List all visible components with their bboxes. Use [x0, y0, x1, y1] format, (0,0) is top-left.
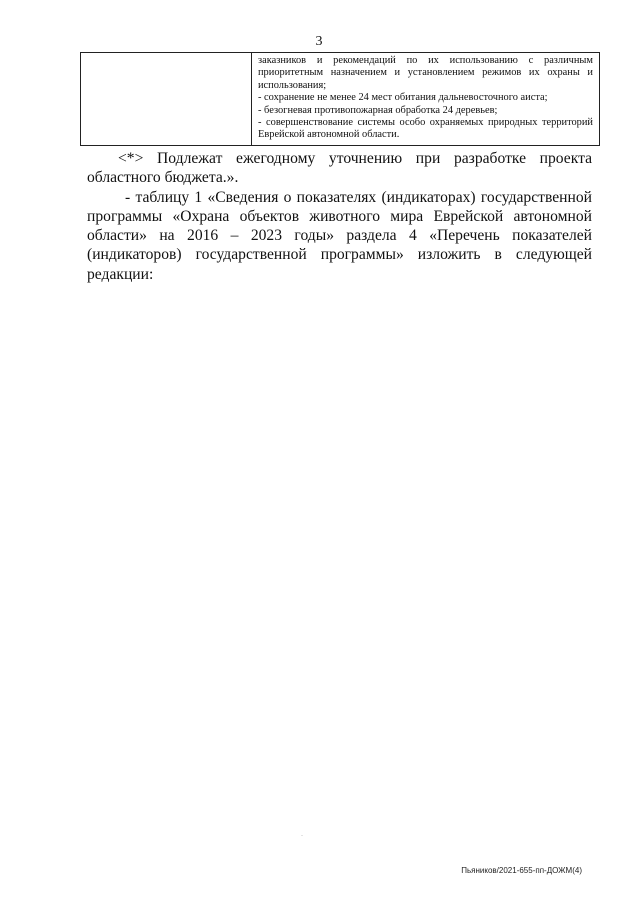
document-body: [87, 149, 592, 284]
table-cell-text: [252, 53, 600, 146]
footnote-paragraph: <*> Подлежат ежегодному уточнению при разработке проекта областного бюджета.».: [87, 150, 592, 187]
amendment-paragraph: - таблицу 1 «Сведения о показателях (индикаторах) государственной программы «Охрана объектов животного мира Еврейской автономной области» на 2016 – 2023 годы» раздела 4 «Перечень показателей (индикаторов) государственной программы» изложить в следующей редакции:: [87, 188, 592, 283]
table-cell-line: заказников и рекомендаций по их использованию с различным приоритетным назначением и установлением режимов их охраны и использования;: [258, 55, 593, 91]
table-cell-line: - совершенствование системы особо охраняемых природных территорий Еврейской автономной области.: [258, 117, 593, 141]
table-cell-line: - сохранение не менее 24 мест обитания дальневосточного аиста;: [258, 92, 548, 104]
table-cell-line: - безогневая противопожарная обработка 24 деревьев;: [258, 104, 498, 116]
document-footer-code: Пьяников/2021-655-пп-ДОЖМ(4): [461, 866, 582, 875]
scan-speck: .: [301, 829, 303, 838]
indicator-table-fragment: [80, 52, 600, 146]
table-row: [81, 53, 600, 146]
page-number: 3: [315, 34, 323, 49]
table-cell-empty: [81, 53, 252, 146]
